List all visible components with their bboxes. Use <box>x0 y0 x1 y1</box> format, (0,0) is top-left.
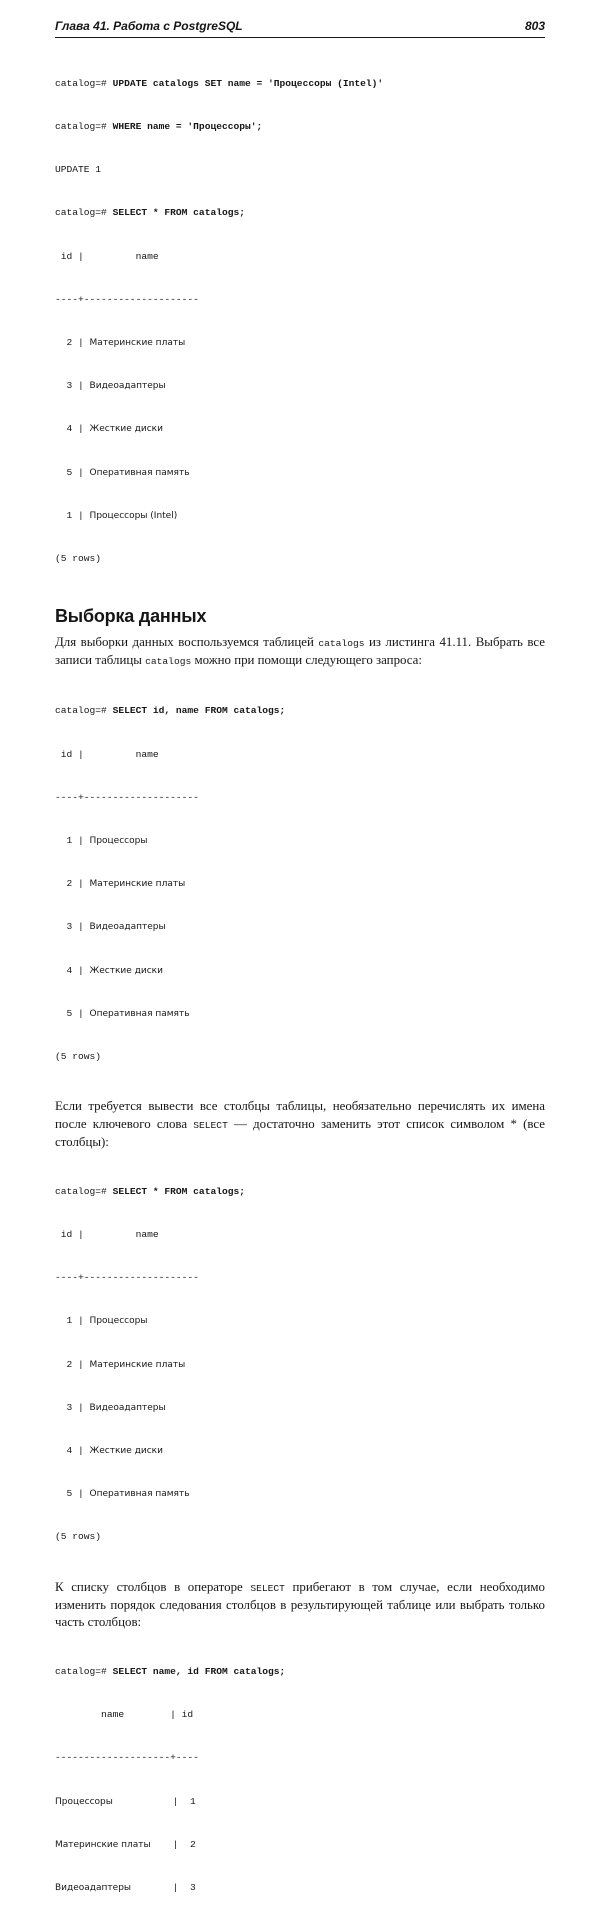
table-row <box>55 1444 545 1458</box>
row-count: (5 rows) <box>55 1051 102 1063</box>
row-name: Процессоры <box>89 1316 148 1327</box>
table-row <box>55 1487 545 1501</box>
table-header-line: id | name <box>55 748 159 760</box>
code-block-select-id-name <box>55 676 545 1094</box>
table-row <box>55 1007 545 1021</box>
row-id: 1 | <box>55 509 90 521</box>
code-prompt: catalog=# <box>55 1665 113 1677</box>
code-block-select-star <box>55 1156 545 1574</box>
row-name: Процессоры <box>55 1796 113 1807</box>
table-separator-line: ----+-------------------- <box>55 791 199 803</box>
code-block-update <box>55 48 545 595</box>
row-id: 3 | <box>55 1401 90 1413</box>
table-row <box>55 1358 545 1372</box>
section-title: Выборка данных <box>55 606 207 627</box>
table-header-line: id | name <box>55 250 159 262</box>
row-id: 1 | <box>55 835 90 847</box>
table-row <box>55 422 545 436</box>
code-block-select-name-id <box>55 1636 545 1924</box>
text-run: — достаточно заменить этот список символом * (все столбцы): <box>55 1116 546 1149</box>
paragraph-column-order <box>55 1579 545 1632</box>
page-number: 803 <box>524 19 545 33</box>
text-run: Для выборки данных воспользуемся таблицей <box>55 635 319 650</box>
table-row <box>55 1881 545 1895</box>
row-name: Материнские платы <box>89 338 186 349</box>
inline-code: catalogs <box>318 638 365 650</box>
running-header <box>55 18 545 38</box>
chapter-title: Глава 41. Работа с PostgreSQL <box>55 19 243 33</box>
row-name: Жесткие диски <box>89 965 163 976</box>
table-row <box>55 1401 545 1415</box>
row-id: 2 | <box>55 337 90 349</box>
code-prompt: catalog=# <box>55 121 113 133</box>
paragraph-select-all <box>55 1098 545 1151</box>
text-run: из листинга 41.11. Выбрать все записи таблицы <box>55 635 545 668</box>
table-separator-line: ----+-------------------- <box>55 293 199 305</box>
table-row <box>55 834 545 848</box>
code-command: SELECT name, id FROM catalogs; <box>112 1665 286 1677</box>
code-line <box>55 206 545 220</box>
code-command: SELECT * FROM catalogs; <box>112 207 245 219</box>
row-id: | 3 <box>167 1881 196 1893</box>
code-command: SELECT * FROM catalogs; <box>112 1185 245 1197</box>
table-separator-line: --------------------+---- <box>55 1752 199 1764</box>
row-name: Видеоадаптеры <box>89 922 166 933</box>
text-run: К списку столбцов в операторе <box>55 1579 251 1594</box>
row-name: Оперативная память <box>89 1489 190 1500</box>
code-line <box>55 120 545 134</box>
code-prompt: catalog=# <box>55 207 113 219</box>
row-id: 4 | <box>55 423 90 435</box>
row-id: 3 | <box>55 921 90 933</box>
table-row <box>55 466 545 480</box>
table-row <box>55 1314 545 1328</box>
table-row <box>55 509 545 523</box>
table-row <box>55 1838 545 1852</box>
row-name: Видеоадаптеры <box>55 1882 132 1893</box>
table-row <box>55 336 545 350</box>
row-id: 5 | <box>55 1007 90 1019</box>
row-id: | 2 <box>167 1838 196 1850</box>
row-name: Оперативная память <box>89 1008 190 1019</box>
code-line <box>55 704 545 718</box>
inline-code: SELECT <box>250 1582 285 1594</box>
text-run: прибегают в том случае, если необходимо изменить порядок следования столбцов в результирующей таблице или выбрать только часть столбцов: <box>55 1579 545 1629</box>
row-name: Жесткие диски <box>89 1445 163 1456</box>
row-name: Материнские платы <box>89 1359 186 1370</box>
row-count: (5 rows) <box>55 553 102 565</box>
inline-code: SELECT <box>193 1119 228 1131</box>
code-prompt: catalog=# <box>55 1185 113 1197</box>
row-name: Материнские платы <box>55 1839 151 1850</box>
row-count: (5 rows) <box>55 1531 102 1543</box>
row-id: 3 | <box>55 380 90 392</box>
row-id: 2 | <box>55 878 90 890</box>
row-id: 4 | <box>55 964 90 976</box>
row-name: Видеоадаптеры <box>89 381 166 392</box>
table-row <box>55 379 545 393</box>
row-name: Видеоадаптеры <box>89 1402 166 1413</box>
row-name: Материнские платы <box>89 879 186 890</box>
code-line <box>55 1185 545 1199</box>
text-run: Если требуется вывести все столбцы таблицы, необязательно перечислять их имена после ключевого слова <box>55 1099 545 1131</box>
table-header-line: id | name <box>55 1228 159 1240</box>
code-command: UPDATE catalogs SET name = 'Процессоры (Intel)' <box>112 77 384 89</box>
code-command: SELECT id, name FROM catalogs; <box>112 705 286 717</box>
paragraph-intro <box>55 634 545 670</box>
row-id: 2 | <box>55 1358 90 1370</box>
text-run: можно при помощи следующего запроса: <box>191 653 422 668</box>
table-row <box>55 964 545 978</box>
inline-code: catalogs <box>145 656 192 668</box>
table-header-line: name | id <box>55 1709 194 1721</box>
table-row <box>55 920 545 934</box>
row-name: Процессоры <box>89 836 148 847</box>
table-separator-line: ----+-------------------- <box>55 1272 199 1284</box>
code-line <box>55 77 545 91</box>
row-id: 1 | <box>55 1315 90 1327</box>
book-page <box>55 18 545 1924</box>
table-row <box>55 877 545 891</box>
code-prompt: catalog=# <box>55 77 113 89</box>
row-name: Оперативная память <box>89 467 190 478</box>
code-prompt: catalog=# <box>55 705 113 717</box>
row-id: | 1 <box>167 1795 196 1807</box>
row-id: 4 | <box>55 1444 90 1456</box>
table-row <box>55 1795 545 1809</box>
row-name: Жесткие диски <box>89 424 163 435</box>
code-command: WHERE name = 'Процессоры'; <box>112 121 263 133</box>
row-name: Процессоры (Intel) <box>89 510 178 521</box>
row-id: 5 | <box>55 466 90 478</box>
code-line <box>55 1665 545 1679</box>
row-id: 5 | <box>55 1488 90 1500</box>
code-output-line: UPDATE 1 <box>55 164 102 176</box>
